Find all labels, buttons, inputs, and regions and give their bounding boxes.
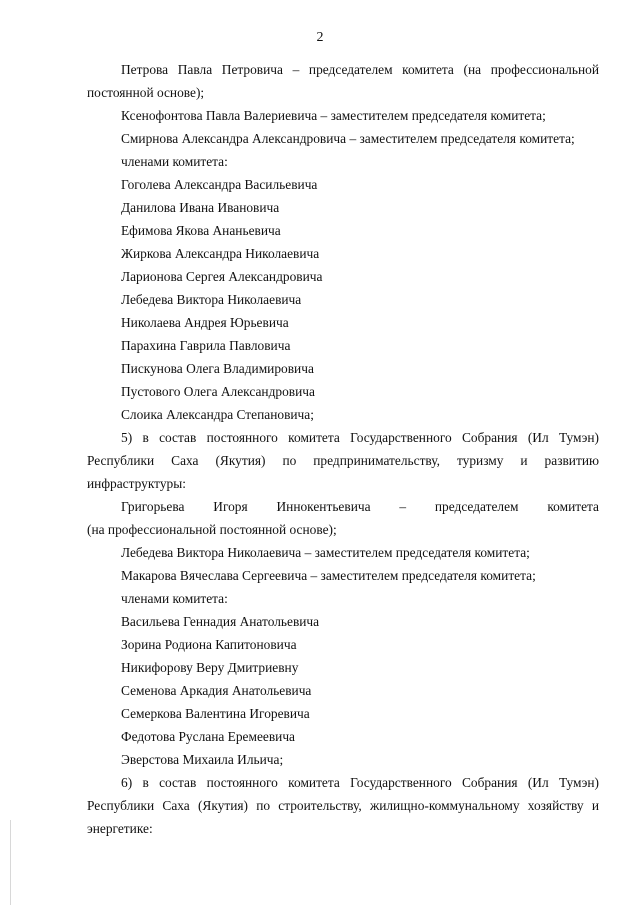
member-name: Слоика Александра Степановича; [121, 407, 314, 422]
scan-edge-line [10, 820, 11, 905]
member-name: Эверстова Михаила Ильича; [121, 752, 284, 767]
paragraph-line: Макарова Вячеслава Сергеевича – заместителем председателя комитета; [121, 568, 536, 583]
member-name: Пустового Олега Александровича [121, 384, 315, 399]
paragraph-line: постоянной основе); [87, 85, 205, 100]
paragraph-line: Петрова Павла Петровича – председателем комитета (на профессиональной [121, 62, 599, 77]
paragraph-line: 5) в состав постоянного комитета Государственного Собрания (Ил Тумэн) [121, 430, 599, 445]
paragraph-line: Смирнова Александра Александровича – заместителем председателя комитета; [121, 131, 575, 146]
member-name: Жиркова Александра Николаевича [121, 246, 320, 261]
paragraph-line: энергетике: [87, 821, 153, 836]
member-name: Федотова Руслана Еремеевича [121, 729, 295, 744]
page-number: 2 [316, 30, 324, 45]
paragraph-line: Республики Саха (Якутия) по строительству, жилищно-коммунальному хозяйству и [87, 798, 599, 813]
member-name: Пискунова Олега Владимировича [121, 361, 314, 376]
member-name: Никифорову Веру Дмитриевну [121, 660, 299, 675]
member-name: Данилова Ивана Ивановича [121, 200, 280, 215]
member-name: Ефимова Якова Ананьевича [121, 223, 281, 238]
paragraph-line: Ксенофонтова Павла Валериевича – заместителем председателя комитета; [121, 108, 546, 123]
member-name: Васильева Геннадия Анатольевича [121, 614, 320, 629]
paragraph-line: Григорьева Игоря Иннокентьевича – председателем комитета [121, 499, 599, 514]
paragraph-line: (на профессиональной постоянной основе); [87, 522, 337, 537]
member-name: Парахина Гаврила Павловича [121, 338, 291, 353]
paragraph-line: инфраструктуры: [87, 476, 186, 491]
member-name: Лебедева Виктора Николаевича [121, 292, 302, 307]
paragraph-line: Лебедева Виктора Николаевича – заместителем председателя комитета; [121, 545, 530, 560]
member-name: Семеркова Валентина Игоревича [121, 706, 310, 721]
member-name: Гоголева Александра Васильевича [121, 177, 318, 192]
paragraph-line: членами комитета: [121, 591, 228, 606]
member-name: Ларионова Сергея Александровича [121, 269, 323, 284]
member-name: Семенова Аркадия Анатольевича [121, 683, 312, 698]
paragraph-line: Республики Саха (Якутия) по предпринимательству, туризму и развитию [87, 453, 599, 468]
member-name: Зорина Родиона Капитоновича [121, 637, 297, 652]
member-name: Николаева Андрея Юрьевича [121, 315, 289, 330]
paragraph-line: 6) в состав постоянного комитета Государственного Собрания (Ил Тумэн) [121, 775, 599, 790]
paragraph-line: членами комитета: [121, 154, 228, 169]
